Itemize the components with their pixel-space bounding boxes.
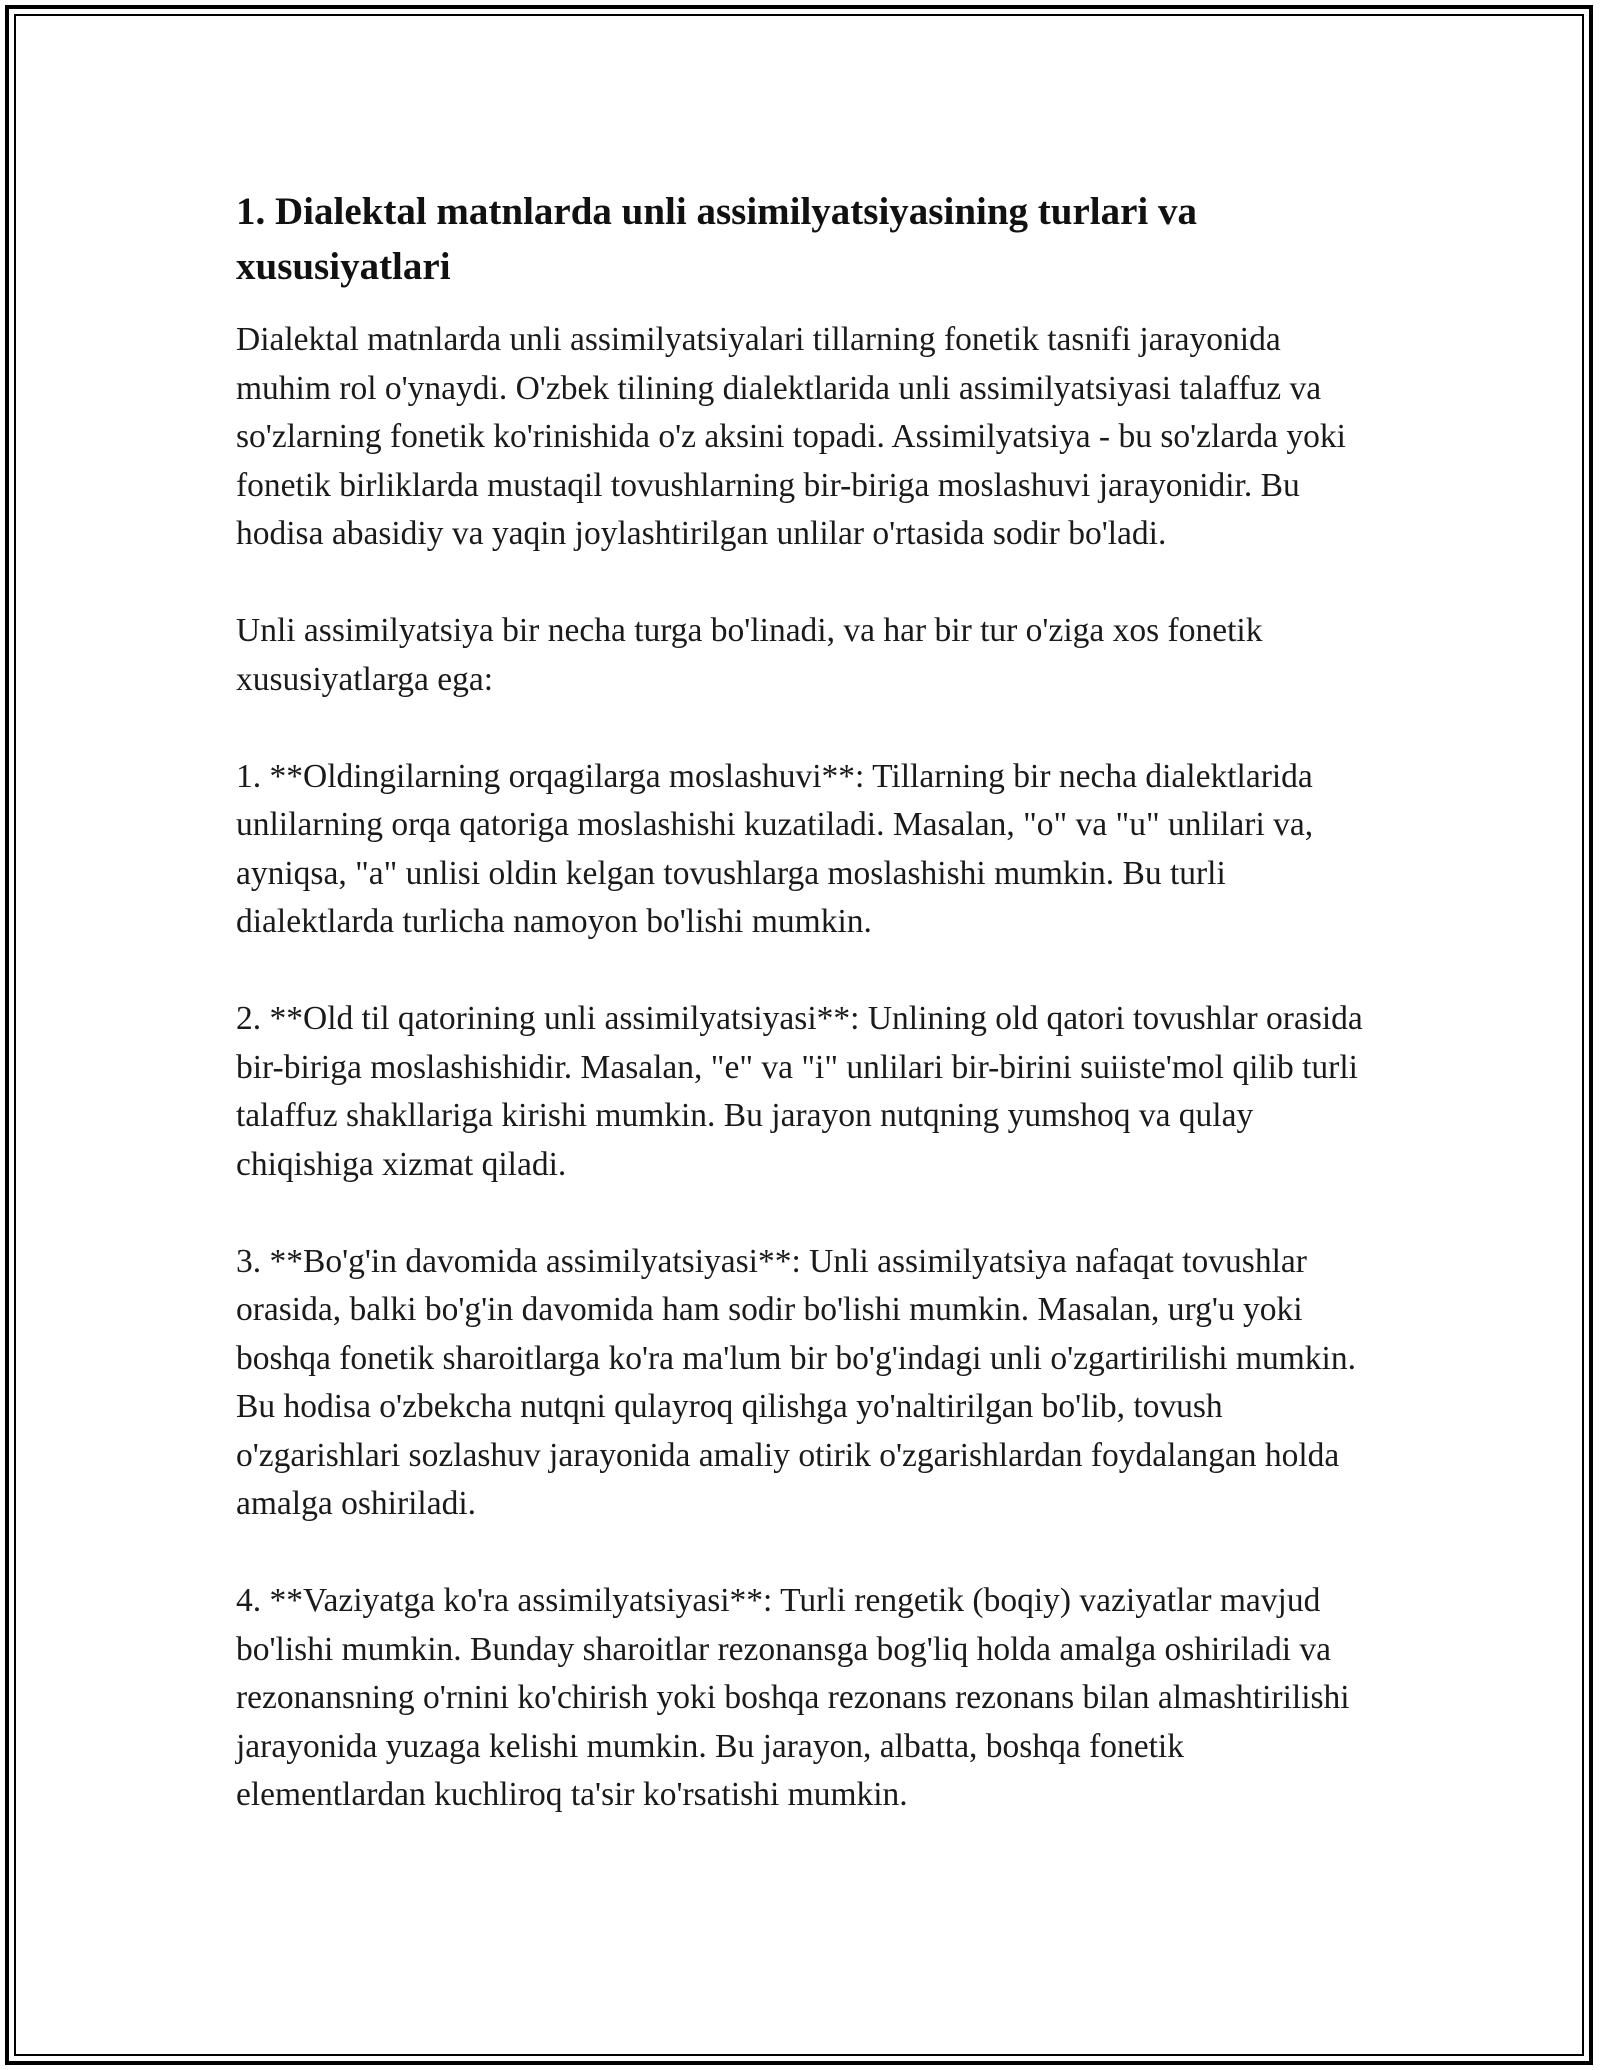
paragraph-types-lead: Unli assimilyatsiya bir necha turga bo'linadi, va har bir tur o'ziga xos fonetik xususiyatlarga ega: [236, 612, 1263, 698]
document-body [236, 184, 1366, 1820]
paragraph-intro: Dialektal matnlarda unli assimilyatsiyalari tillarning fonetik tasnifi jarayonida muhim rol o'ynaydi. O'zbek tilining dialektlarida unli assimilyatsiyasi talaffuz va so'zlarning fonetik ko'rinishida o'z aksini topadi. Assimilyatsiya - bu so'zlarda yoki fonetik birliklarda mustaqil tovushlarning bir-biriga moslashuvi jarayonidir. Bu hodisa abasidiy va yaqin joylashtirilgan unlilar o'rtasida sodir bo'ladi. [236, 321, 1346, 552]
list-item-2: 2. **Old til qatorining unli assimilyatsiyasi**: Unlining old qatori tovushlar orasida bir-biriga moslashishidir. Masalan, "e" va "i" unlilari bir-birini suiiste'mol qilib turli talaffuz shakllariga kirishi mumkin. Bu jarayon nutqning yumshoq va qulay chiqishiga xizmat qiladi. [236, 1000, 1363, 1183]
list-item-3: 3. **Bo'g'in davomida assimilyatsiyasi**: Unli assimilyatsiya nafaqat tovushlar orasida, balki bo'g'in davomida ham sodir bo'lishi mumkin. Masalan, urg'u yoki boshqa fonetik sharoitlarga ko'ra ma'lum bir bo'g'indagi unli o'zgartirilishi mumkin. Bu hodisa o'zbekcha nutqni qulayroq qilishga yo'naltirilgan bo'lib, tovush o'zgarishlari sozlashuv jarayonida amaliy otirik o'zgarishlardan foydalangan holda amalga oshiriladi. [236, 1242, 1356, 1522]
list-item-4: 4. **Vaziyatga ko'ra assimilyatsiyasi**: Turli rengetik (boqiy) vaziyatlar mavjud bo'lishi mumkin. Bunday sharoitlar rezonansga bog'liq holda amalga oshiriladi va rezonansning o'rnini ko'chirish yoki boshqa rezonans rezonans bilan almashtirilishi jarayonida yuzaga kelishi mumkin. Bu jarayon, albatta, boshqa fonetik elementlardan kuchliroq ta'sir ko'rsatishi mumkin. [236, 1582, 1350, 1813]
list-item-1: 1. **Oldingilarning orqagilarga moslashuvi**: Tillarning bir necha dialektlarida unlilarning orqa qatoriga moslashishi kuzatiladi. Masalan, "o" va "u" unlilari va, ayniqsa, "a" unlisi oldin kelgan tovushlarga moslashishi mumkin. Bu turli dialektlarda turlicha namoyon bo'lishi mumkin. [236, 757, 1314, 940]
section-heading: 1. Dialektal matnlarda unli assimilyatsiyasining turlari va xususiyatlari [236, 190, 1198, 288]
